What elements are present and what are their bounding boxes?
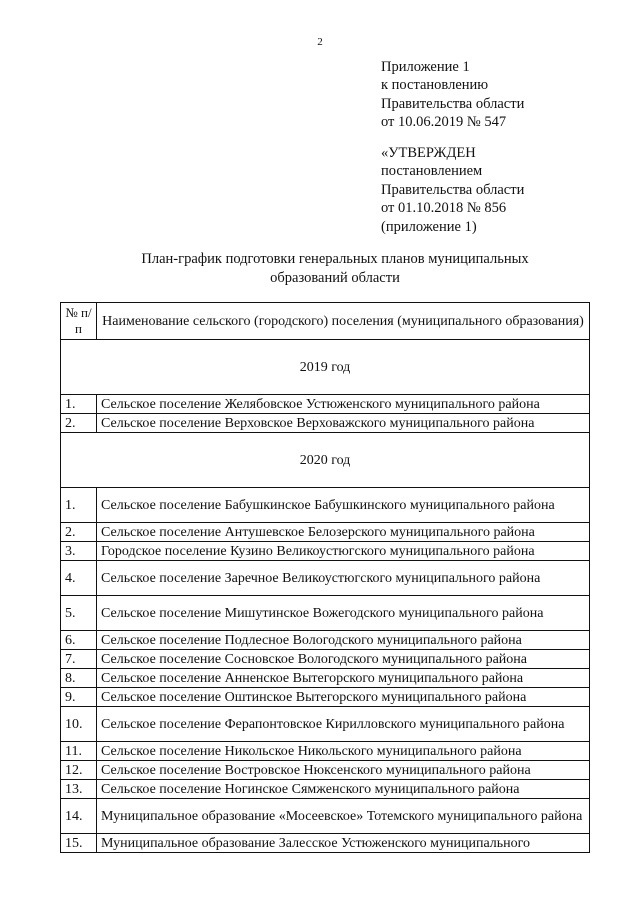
document-title <box>90 250 580 288</box>
table-row <box>61 761 590 780</box>
row-number: 1. <box>61 395 97 414</box>
row-settlement-name: Сельское поселение Ногинское Сямженского муниципального района <box>97 780 590 799</box>
row-number: 10. <box>61 707 97 742</box>
row-number: 4. <box>61 561 97 596</box>
table-row <box>61 707 590 742</box>
year-label: 2020 год <box>61 433 590 488</box>
table-row <box>61 742 590 761</box>
table-row <box>61 780 590 799</box>
row-settlement-name: Сельское поселение Заречное Великоустюгского муниципального района <box>97 561 590 596</box>
year-row <box>61 433 590 488</box>
row-settlement-name: Сельское поселение Никольское Никольского муниципального района <box>97 742 590 761</box>
approval-line: к постановлению <box>381 77 489 94</box>
approval-block <box>381 58 524 132</box>
approval-line: Правительства области <box>381 95 525 112</box>
row-settlement-name: Сельское поселение Анненское Вытегорского муниципального района <box>97 669 590 688</box>
table-row <box>61 488 590 523</box>
approved-line: (приложение 1) <box>381 218 477 235</box>
table-row <box>61 561 590 596</box>
header-num: № п/п <box>61 303 97 340</box>
approved-block <box>381 144 524 236</box>
table-row <box>61 669 590 688</box>
row-number: 13. <box>61 780 97 799</box>
row-number: 5. <box>61 596 97 631</box>
row-settlement-name: Сельское поселение Сосновское Вологодского муниципального района <box>97 650 590 669</box>
row-settlement-name: Муниципальное образование «Мосеевское» Тотемского муниципального района <box>97 799 590 834</box>
row-settlement-name: Сельское поселение Оштинское Вытегорского муниципального района <box>97 688 590 707</box>
row-number: 1. <box>61 488 97 523</box>
row-number: 8. <box>61 669 97 688</box>
title-line-2: образований области <box>270 270 400 286</box>
row-settlement-name: Сельское поселение Подлесное Вологодского муниципального района <box>97 631 590 650</box>
year-label: 2019 год <box>61 340 590 395</box>
row-number: 3. <box>61 542 97 561</box>
table-row <box>61 799 590 834</box>
header-name: Наименование сельского (городского) поселения (муниципального образования) <box>97 303 590 340</box>
row-number: 2. <box>61 414 97 433</box>
plan-table <box>60 302 590 853</box>
approval-line: от 10.06.2019 № 547 <box>381 114 507 131</box>
row-settlement-name: Сельское поселение Антушевское Белозерского муниципального района <box>97 523 590 542</box>
row-settlement-name: Сельское поселение Бабушкинское Бабушкинского муниципального района <box>97 488 590 523</box>
table-row <box>61 414 590 433</box>
row-settlement-name: Сельское поселение Верховское Верховажского муниципального района <box>97 414 590 433</box>
approved-line: Правительства области <box>381 181 525 198</box>
row-number: 11. <box>61 742 97 761</box>
approval-line: Приложение 1 <box>381 59 470 75</box>
row-settlement-name: Сельское поселение Желябовское Устюженского муниципального района <box>97 395 590 414</box>
row-settlement-name: Сельское поселение Мишутинское Вожегодского муниципального района <box>97 596 590 631</box>
row-settlement-name: Муниципальное образование Залесское Устюженского муниципального <box>97 834 590 853</box>
table-row <box>61 650 590 669</box>
row-settlement-name: Сельское поселение Ферапонтовское Кирилловского муниципального района <box>97 707 590 742</box>
page-number: 2 <box>317 36 323 48</box>
row-number: 15. <box>61 834 97 853</box>
plan-table-body <box>61 340 590 853</box>
row-settlement-name: Городское поселение Кузино Великоустюгского муниципального района <box>97 542 590 561</box>
table-row <box>61 688 590 707</box>
table-row <box>61 395 590 414</box>
table-row <box>61 596 590 631</box>
row-number: 14. <box>61 799 97 834</box>
approved-line: постановлением <box>381 163 483 180</box>
row-number: 9. <box>61 688 97 707</box>
year-row <box>61 340 590 395</box>
table-row <box>61 631 590 650</box>
row-number: 2. <box>61 523 97 542</box>
approved-line: «УТВЕРЖДЕН <box>381 145 476 161</box>
row-settlement-name: Сельское поселение Востровское Нюксенского муниципального района <box>97 761 590 780</box>
row-number: 7. <box>61 650 97 669</box>
row-number: 12. <box>61 761 97 780</box>
table-row <box>61 523 590 542</box>
approved-line: от 01.10.2018 № 856 <box>381 200 507 217</box>
table-row <box>61 834 590 853</box>
table-row <box>61 542 590 561</box>
title-line-1: План-график подготовки генеральных планов муниципальных <box>141 251 529 267</box>
row-number: 6. <box>61 631 97 650</box>
